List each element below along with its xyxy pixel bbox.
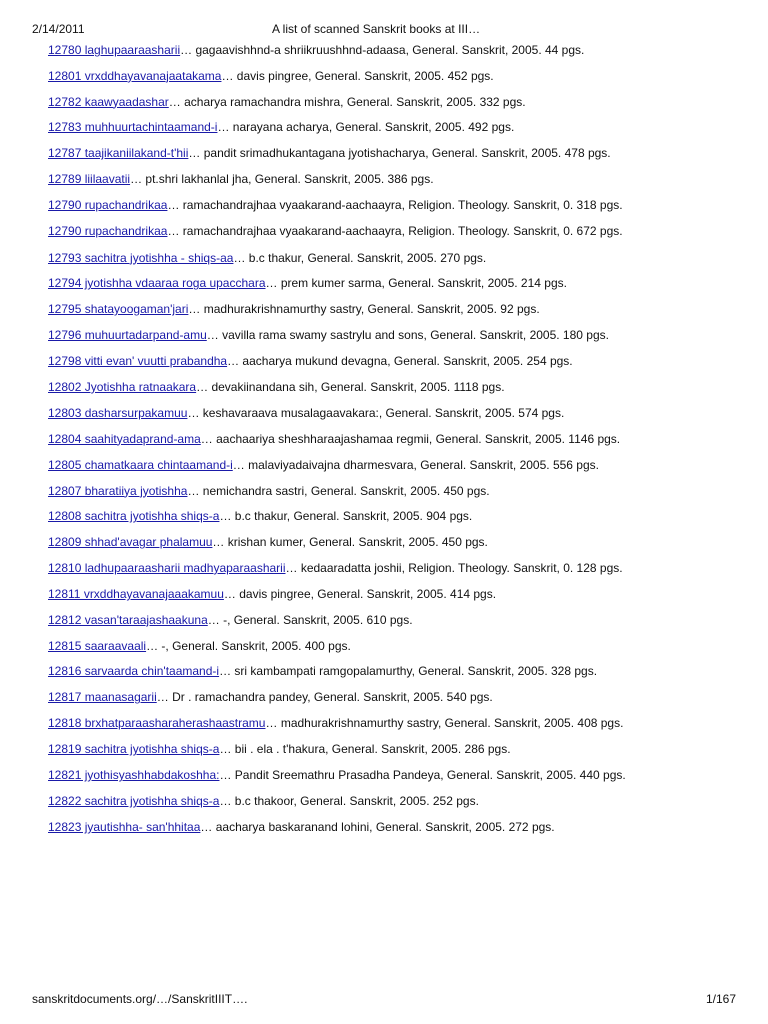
book-details: … sri kambampati ramgopalamurthy, General. Sanskrit, 2005. 328 pgs.: [219, 664, 598, 679]
list-item: [48, 353, 656, 370]
book-link[interactable]: 12818 brxhatparaasharaherashaastramu: [48, 716, 266, 731]
book-link[interactable]: 12782 kaawyaadashar: [48, 94, 169, 109]
list-item: [48, 483, 656, 500]
list-item: [48, 250, 656, 267]
book-details: … vavilla rama swamy sastrylu and sons, General. Sanskrit, 2005. 180 pgs.: [206, 327, 609, 342]
book-link[interactable]: 12793 sachitra jyotishha - shiqs-aa: [48, 250, 234, 265]
list-item: [48, 586, 656, 603]
book-details: … pt.shri lakhanlal jha, General. Sanskrit, 2005. 386 pgs.: [130, 172, 434, 187]
book-link[interactable]: 12798 vitti evan' vuutti prabandha: [48, 354, 228, 369]
list-item: [48, 819, 656, 836]
list-item: [48, 379, 656, 396]
list-item: [48, 94, 656, 111]
book-details: … kedaaradatta joshii, Religion. Theology. Sanskrit, 0. 128 pgs.: [285, 560, 623, 575]
book-details: … davis pingree, General. Sanskrit, 2005. 452 pgs.: [221, 68, 494, 83]
book-details: … ramachandrajhaa vyaakarand-aachaayra, Religion. Theology. Sanskrit, 0. 672 pgs.: [167, 224, 623, 239]
book-details: … davis pingree, General. Sanskrit, 2005. 414 pgs.: [223, 587, 497, 602]
book-list: [48, 42, 656, 845]
header-date: 2/14/2011: [32, 22, 85, 36]
list-item: [48, 301, 656, 318]
book-link[interactable]: 12812 vasan'taraajashaakuna: [48, 612, 208, 627]
list-item: [48, 534, 656, 551]
list-item: [48, 119, 656, 136]
list-item: [48, 327, 656, 344]
book-link[interactable]: 12821 jyothisyashhabdakoshha:: [48, 768, 220, 783]
book-details: … bii . ela . t'hakura, General. Sanskrit, 2005. 286 pgs.: [219, 742, 511, 757]
list-item: [48, 171, 656, 188]
book-details: … aacharya mukund devagna, General. Sanskrit, 2005. 254 pgs.: [227, 354, 573, 369]
book-link[interactable]: 12804 saahityadaprand-ama: [48, 431, 201, 446]
book-link[interactable]: 12790 rupachandrikaa: [48, 224, 168, 239]
book-link[interactable]: 12802 Jyotishha ratnaakara: [48, 379, 197, 394]
list-item: [48, 560, 656, 577]
header-title: A list of scanned Sanskrit books at III…: [272, 22, 481, 36]
footer-source-url: sanskritdocuments.org/…/SanskritIIIT….: [32, 992, 248, 1006]
book-details: … keshavaraava musalagaavakara:, General. Sanskrit, 2005. 574 pgs.: [187, 405, 565, 420]
list-item: [48, 741, 656, 758]
book-link[interactable]: 12780 laghupaaraasharii: [48, 43, 181, 57]
list-item: [48, 767, 656, 784]
book-link[interactable]: 12794 jyotishha vdaaraa roga upacchara: [48, 276, 266, 291]
book-link[interactable]: 12795 shatayoogaman'jari: [48, 302, 189, 317]
list-item: [48, 275, 656, 292]
book-link[interactable]: 12810 ladhupaaraasharii madhyaparaasharii: [48, 560, 286, 575]
list-item: [48, 689, 656, 706]
footer-page-number: 1/167: [705, 992, 736, 1006]
list-item: [48, 42, 656, 59]
list-item: [48, 68, 656, 85]
book-link[interactable]: 12811 vrxddhayavanajaaakamuu: [48, 587, 224, 602]
book-link[interactable]: 12809 shhad'avagar phalamuu: [48, 535, 213, 550]
book-details: … prem kumer sarma, General. Sanskrit, 2005. 214 pgs.: [265, 276, 567, 291]
book-link[interactable]: 12783 muhhuurtachintaamand-i: [48, 120, 218, 135]
book-details: … nemichandra sastri, General. Sanskrit, 2005. 450 pgs.: [187, 483, 490, 498]
list-item: [48, 223, 656, 240]
book-link[interactable]: 12796 muhuurtadarpand-amu: [48, 327, 207, 342]
book-details: … b.c thakoor, General. Sanskrit, 2005. 252 pgs.: [219, 794, 479, 809]
book-details: … -, General. Sanskrit, 2005. 400 pgs.: [146, 638, 351, 653]
book-link[interactable]: 12816 sarvaarda chin'taamand-i: [48, 664, 220, 679]
book-details: … aachaariya sheshharaajashamaa regmii, General. Sanskrit, 2005. 1146 pgs.: [200, 431, 621, 446]
book-details: … Dr . ramachandra pandey, General. Sanskrit, 2005. 540 pgs.: [156, 690, 493, 705]
book-link[interactable]: 12819 sachitra jyotishha shiqs-a: [48, 742, 220, 757]
book-details: … gagaavishhnd-a shriikruushhnd-adaasa, General. Sanskrit, 2005. 44 pgs.: [180, 43, 585, 57]
list-item: [48, 457, 656, 474]
list-item: [48, 197, 656, 214]
book-link[interactable]: 12808 sachitra jyotishha shiqs-a: [48, 509, 220, 524]
book-details: … b.c thakur, General. Sanskrit, 2005. 904 pgs.: [219, 509, 473, 524]
book-details: … -, General. Sanskrit, 2005. 610 pgs.: [207, 612, 413, 627]
book-link[interactable]: 12807 bharatiiya jyotishha: [48, 483, 188, 498]
book-details: … narayana acharya, General. Sanskrit, 2005. 492 pgs.: [217, 120, 515, 135]
book-details: … devakiinandana sih, General. Sanskrit, 2005. 1118 pgs.: [196, 379, 505, 394]
book-details: … Pandit Sreemathru Prasadha Pandeya, General. Sanskrit, 2005. 440 pgs.: [219, 768, 626, 783]
book-details: … madhurakrishnamurthy sastry, General. Sanskrit, 2005. 408 pgs.: [265, 716, 624, 731]
book-details: … b.c thakur, General. Sanskrit, 2005. 270 pgs.: [233, 250, 487, 265]
book-details: … ramachandrajhaa vyaakarand-aachaayra, Religion. Theology. Sanskrit, 0. 318 pgs.: [167, 198, 623, 213]
list-item: [48, 431, 656, 448]
book-details: … malaviyadaivajna dharmesvara, General. Sanskrit, 2005. 556 pgs.: [232, 457, 599, 472]
list-item: [48, 715, 656, 732]
book-details: … acharya ramachandra mishra, General. Sanskrit, 2005. 332 pgs.: [168, 94, 526, 109]
book-details: … aacharya baskaranand lohini, General. Sanskrit, 2005. 272 pgs.: [200, 820, 555, 835]
book-details: … madhurakrishnamurthy sastry, General. Sanskrit, 2005. 92 pgs.: [188, 302, 540, 317]
book-link[interactable]: 12823 jyautishha- san'hhitaa: [48, 820, 201, 835]
book-details: … pandit srimadhukantagana jyotishacharya, General. Sanskrit, 2005. 478 pgs.: [188, 146, 611, 161]
list-item: [48, 508, 656, 525]
book-details: … krishan kumer, General. Sanskrit, 2005. 450 pgs.: [212, 535, 488, 550]
list-item: [48, 145, 656, 162]
book-link[interactable]: 12787 taajikaniilakand-t'hii: [48, 146, 189, 161]
book-link[interactable]: 12803 dasharsurpakamuu: [48, 405, 188, 420]
book-link[interactable]: 12822 sachitra jyotishha shiqs-a: [48, 794, 220, 809]
list-item: [48, 612, 656, 629]
book-link[interactable]: 12815 saaraavaali: [48, 638, 147, 653]
book-link[interactable]: 12801 vrxddhayavanajaatakama: [48, 68, 222, 83]
book-link[interactable]: 12790 rupachandrikaa: [48, 198, 168, 213]
list-item: [48, 663, 656, 680]
book-link[interactable]: 12789 liilaavatii: [48, 172, 131, 187]
list-item: [48, 405, 656, 422]
list-item: [48, 638, 656, 655]
book-link[interactable]: 12805 chamatkaara chintaamand-i: [48, 457, 233, 472]
book-link[interactable]: 12817 maanasagarii: [48, 690, 157, 705]
list-item: [48, 793, 656, 810]
